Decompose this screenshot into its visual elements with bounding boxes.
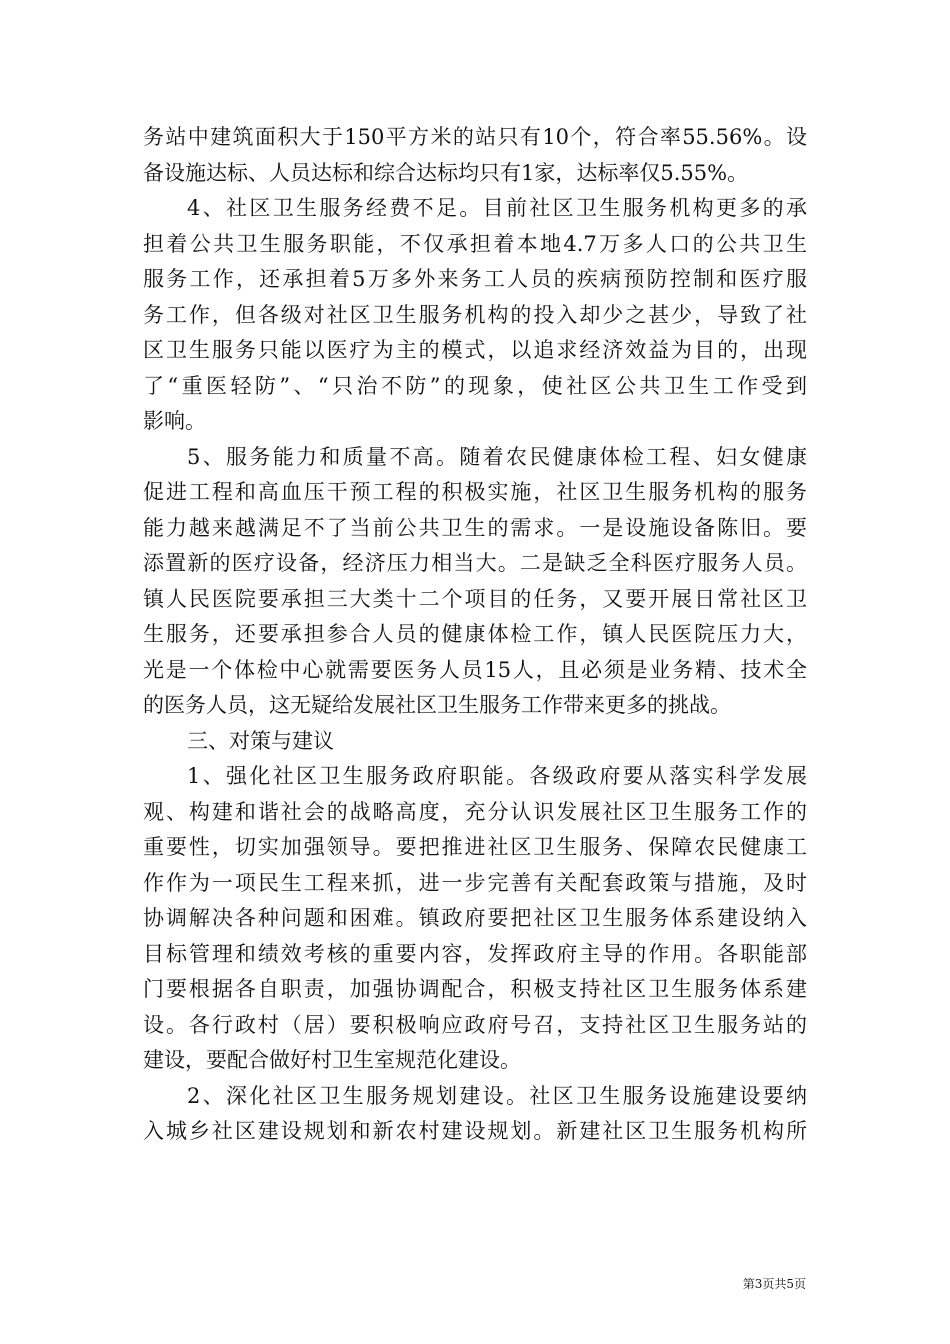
page-number: 第3页共5页 xyxy=(742,1277,806,1291)
text-line: 入城乡社区建设规划和新农村建设规划。新建社区卫生服务机构所 xyxy=(143,1119,807,1143)
text-line: 的医务人员，这无疑给发展社区卫生服务工作带来更多的挑战。 xyxy=(143,693,731,717)
text-line: 了“重医轻防”、“只治不防”的现象，使社区公共卫生工作受到 xyxy=(143,373,807,398)
text-line: 观、构建和谐社会的战略高度，充分认识发展社区卫生服务工作的 xyxy=(143,799,807,824)
text-line: 促进工程和高血压干预工程的积极实施，社区卫生服务机构的服务 xyxy=(143,480,807,504)
text-line: 协调解决各种问题和困难。镇政府要把社区卫生服务体系建设纳入 xyxy=(143,906,807,930)
text-line: 门要根据各自职责，加强协调配合，积极支持社区卫生服务体系建 xyxy=(143,977,807,1001)
text-line: 生服务，还要承担参合人员的健康体检工作，镇人民医院压力大， xyxy=(143,622,807,646)
text-line: 建设，要配合做好村卫生室规范化建设。 xyxy=(143,1048,521,1072)
text-line: 区卫生服务只能以医疗为主的模式，以追求经济效益为目的，出现 xyxy=(143,338,807,362)
text-line: 务站中建筑面积大于150平方米的站只有10个，符合率55.56%。设 xyxy=(143,125,807,149)
text-line: 影响。 xyxy=(143,409,206,433)
text-line: 担着公共卫生服务职能，不仅承担着本地4.7万多人口的公共卫生 xyxy=(143,231,807,256)
text-line: 服务工作，还承担着5万多外来务工人员的疾病预防控制和医疗服 xyxy=(143,267,807,291)
text-line: 添置新的医疗设备，经济压力相当大。二是缺乏全科医疗服务人员。 xyxy=(143,551,807,575)
text-line: 务工作，但各级对社区卫生服务机构的投入却少之甚少，导致了社 xyxy=(143,302,807,327)
document-body xyxy=(143,120,807,1150)
text-line: 目标管理和绩效考核的重要内容，发挥政府主导的作用。各职能部 xyxy=(143,941,807,966)
text-line: 2、深化社区卫生服务规划建设。社区卫生服务设施建设要纳 xyxy=(187,1083,807,1108)
text-line: 能力越来越满足不了当前公共卫生的需求。一是设施设备陈旧。要 xyxy=(143,515,807,540)
text-line: 5、服务能力和质量不高。随着农民健康体检工程、妇女健康 xyxy=(187,444,807,469)
text-line: 作作为一项民生工程来抓，进一步完善有关配套政策与措施，及时 xyxy=(143,870,807,895)
text-line: 镇人民医院要承担三大类十二个项目的任务，又要开展日常社区卫 xyxy=(143,586,807,611)
text-line: 1、强化社区卫生服务政府职能。各级政府要从落实科学发展 xyxy=(187,764,807,788)
text-line: 设。各行政村（居）要积极响应政府号召，支持社区卫生服务站的 xyxy=(143,1012,807,1037)
text-line: 备设施达标、人员达标和综合达标均只有1家，达标率仅5.55%。 xyxy=(143,160,749,185)
text-line: 重要性，切实加强领导。要把推进社区卫生服务、保障农民健康工 xyxy=(143,835,807,859)
text-line: 4、社区卫生服务经费不足。目前社区卫生服务机构更多的承 xyxy=(187,196,807,220)
text-line: 光是一个体检中心就需要医务人员15人，且必须是业务精、技术全 xyxy=(143,657,807,682)
text-line: 三、对策与建议 xyxy=(187,728,334,753)
